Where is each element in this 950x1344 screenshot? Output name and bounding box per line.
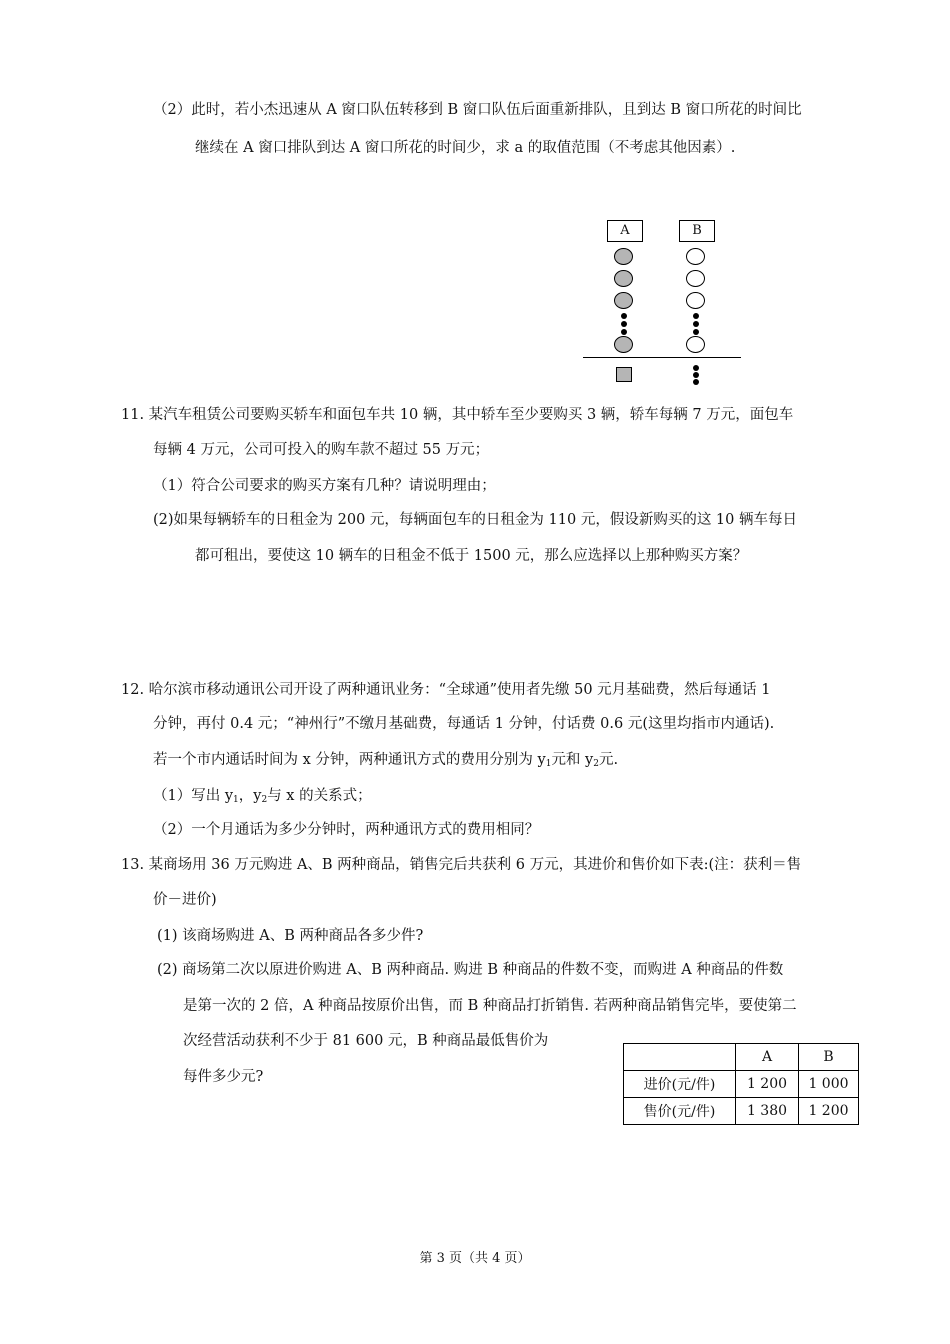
queue-a-person — [614, 270, 633, 287]
queue-a-person — [614, 292, 633, 309]
table-header-b: B — [799, 1044, 859, 1071]
table-row — [624, 1071, 859, 1098]
queue-baseline — [583, 357, 741, 358]
q12-line1: 12. 哈尔滨市移动通讯公司开设了两种通讯业务：“全球通”使用者先缴 50 元月基础费，然后每通话 1 — [121, 682, 771, 698]
ellipsis-dot — [693, 313, 699, 319]
table-cell: 售价(元/件) — [624, 1098, 736, 1125]
q13-line2: 价－进价) — [153, 892, 217, 908]
q12-part1-text: （1）写出 y — [153, 788, 234, 804]
q12-line2: 分钟，再付 0.4 元；“神州行”不缴月基础费，每通话 1 分钟，付话费 0.6 元(这里均指市内通话). — [153, 716, 775, 732]
subscript-1: 1 — [233, 795, 239, 805]
ellipsis-dot — [693, 321, 699, 327]
table-cell: 1 000 — [799, 1071, 859, 1098]
q13-part2-line3: 次经营活动获利不少于 81 600 元，B 种商品最低售价为 — [183, 1033, 549, 1049]
q13-part2-line2: 是第一次的 2 倍，A 种商品按原价出售，而 B 种商品打折销售. 若两种商品销售完毕，要使第二 — [183, 998, 797, 1014]
table-header-row — [624, 1044, 859, 1071]
q10-part2-line1: （2）此时，若小杰迅速从 A 窗口队伍转移到 B 窗口队伍后面重新排队，且到达 B 窗口所花的时间比 — [153, 102, 802, 118]
q12-part1-text: 与 x 的关系式； — [267, 788, 372, 804]
ellipsis-dot — [621, 321, 627, 327]
q13-part2-line4: 每件多少元? — [183, 1069, 264, 1085]
ellipsis-dot — [693, 365, 699, 371]
q11-part1: （1）符合公司要求的购买方案有几种？请说明理由； — [153, 478, 496, 494]
q10-part2-line2: 继续在 A 窗口排队到达 A 窗口所花的时间少，求 a 的取值范围（不考虑其他因素）. — [195, 140, 736, 156]
q13-part2-line1: (2) 商场第二次以原进价购进 A、B 两种商品. 购进 B 种商品的件数不变，而购进 A 种商品的件数 — [157, 962, 784, 978]
q12-line3 — [153, 750, 618, 774]
table-row — [624, 1098, 859, 1125]
subscript-2: 2 — [261, 795, 268, 805]
q13-part1: (1) 该商场购进 A、B 两种商品各多少件? — [157, 928, 424, 944]
window-b-box: B — [679, 220, 715, 242]
q12-part1-text: ，y — [238, 788, 262, 804]
queue-figure — [580, 215, 745, 390]
q11-line1: 11. 某汽车租赁公司要购买轿车和面包车共 10 辆，其中轿车至少要购买 3 辆，轿车每辆 7 万元，面包车 — [121, 407, 794, 423]
table-cell: 进价(元/件) — [624, 1071, 736, 1098]
ellipsis-dot — [693, 329, 699, 335]
ellipsis-dot — [693, 372, 699, 378]
q13-line1: 13. 某商场用 36 万元购进 A、B 两种商品，销售完后共获利 6 万元，其进价和售价如下表:(注：获利＝售 — [121, 857, 802, 873]
q11-part2-line2: 都可租出，要使这 10 辆车的日租金不低于 1500 元，那么应选择以上那种购买方案？ — [195, 548, 748, 564]
window-a-box: A — [607, 220, 643, 242]
queue-b-person — [686, 292, 705, 309]
q12-line3-text: 元和 y — [551, 752, 594, 768]
queue-b-person — [686, 248, 705, 265]
page-footer: 第 3 页（共 4 页） — [419, 1251, 531, 1266]
subscript-1: 1 — [545, 759, 552, 769]
queue-a-person — [614, 336, 633, 353]
subscript-2: 2 — [593, 759, 599, 769]
q11-part2-line1: (2)如果每辆轿车的日租金为 200 元，每辆面包车的日租金为 110 元，假设新购买的这 10 辆车每日 — [153, 512, 797, 528]
q12-line3-text: 元. — [598, 752, 619, 768]
queue-b-person — [686, 336, 705, 353]
q12-part2: （2）一个月通话为多少分钟时，两种通讯方式的费用相同？ — [153, 822, 540, 838]
q11-line2: 每辆 4 万元，公司可投入的购车款不超过 55 万元； — [153, 442, 490, 458]
ellipsis-dot — [693, 379, 699, 385]
price-table — [623, 1043, 859, 1125]
ellipsis-dot — [621, 313, 627, 319]
table-cell — [624, 1044, 736, 1071]
q12-line3-text: 若一个市内通话时间为 x 分钟，两种通讯方式的费用分别为 y — [153, 752, 546, 768]
table-cell: 1 380 — [736, 1098, 799, 1125]
queue-b-person — [686, 270, 705, 287]
queue-a-person — [614, 248, 633, 265]
q12-part1 — [153, 786, 372, 810]
table-header-a: A — [736, 1044, 799, 1071]
table-cell: 1 200 — [799, 1098, 859, 1125]
ellipsis-dot — [621, 329, 627, 335]
table-cell: 1 200 — [736, 1071, 799, 1098]
xiaojie-square — [616, 367, 632, 382]
